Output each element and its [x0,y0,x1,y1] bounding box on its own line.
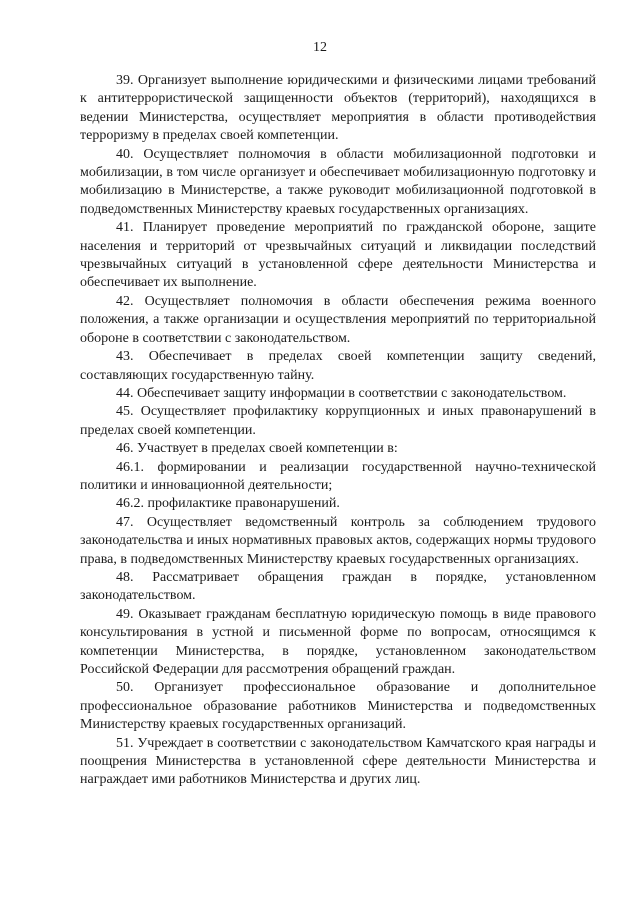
paragraph-46-2: 46.2. профилактике правонарушений. [116,496,340,512]
paragraph-42: 42. Осуществляет полномочия в области обеспечения режима военного положения, а также организации и осуществления мероприятий по территориальной обороне в соответствии с законодательством. [80,293,596,346]
paragraph-47: 47. Осуществляет ведомственный контроль за соблюдением трудового законодательства и иных нормативных правовых актов, содержащих нормы трудового права, в подведомственных Министерству краевых государственных организациях. [80,514,596,567]
page-number: 12 [313,40,327,55]
paragraph-46: 46. Участвует в пределах своей компетенции в: [116,441,398,457]
paragraph-46-1: 46.1. формировании и реализации государственной научно-технической политики и инновационной деятельности; [80,459,596,493]
paragraph-40: 40. Осуществляет полномочия в области мобилизационной подготовки и мобилизации, в том числе организует и обеспечивает мобилизационную подготовку и мобилизацию в Министерстве, а также руководит мобилизационной подготовкой в подведомственных Министерству краевых государственных организациях. [80,146,596,217]
paragraph-48: 48. Рассматривает обращения граждан в порядке, установленном законодательством. [80,569,596,604]
paragraph-43: 43. Обеспечивает в пределах своей компетенции защиту сведений, составляющих государственную тайну. [80,349,596,383]
paragraph-51: 51. Учреждает в соответствии с законодательством Камчатского края награды и поощрения Министерства в установленной сфере деятельности Министерства и награждает ими работников Министерства и других лиц. [80,735,596,788]
paragraph-49: 49. Оказывает гражданам бесплатную юридическую помощь в виде правового консультирования в устной и письменной форме по вопросам, относящимся к компетенции Министерства, в порядке, установленном законодательством Российской Федерации для рассмотрения обращений граждан. [80,606,596,677]
paragraph-45: 45. Осуществляет профилактику коррупционных и иных правонарушений в пределах своей компетенции. [80,404,596,438]
paragraph-39: 39. Организует выполнение юридическими и физическими лицами требований к антитеррористической защищенности объектов (территорий), находящихся в ведении Министерства, осуществляет мероприятия в области противодействия терроризму в пределах своей компетенции. [80,73,596,144]
document-body [80,72,596,790]
paragraph-50: 50. Организует профессиональное образование и дополнительное профессиональное образование работников Министерства и подведомственных Министерству краевых государственных организаций. [80,680,596,733]
paragraph-44: 44. Обеспечивает защиту информации в соответствии с законодательством. [116,385,567,401]
paragraph-41: 41. Планирует проведение мероприятий по гражданской обороне, защите населения и территорий от чрезвычайных ситуаций и ликвидации последствий чрезвычайных ситуаций в установленной сфере деятельности Министерства и обеспечивает их выполнение. [80,220,596,291]
